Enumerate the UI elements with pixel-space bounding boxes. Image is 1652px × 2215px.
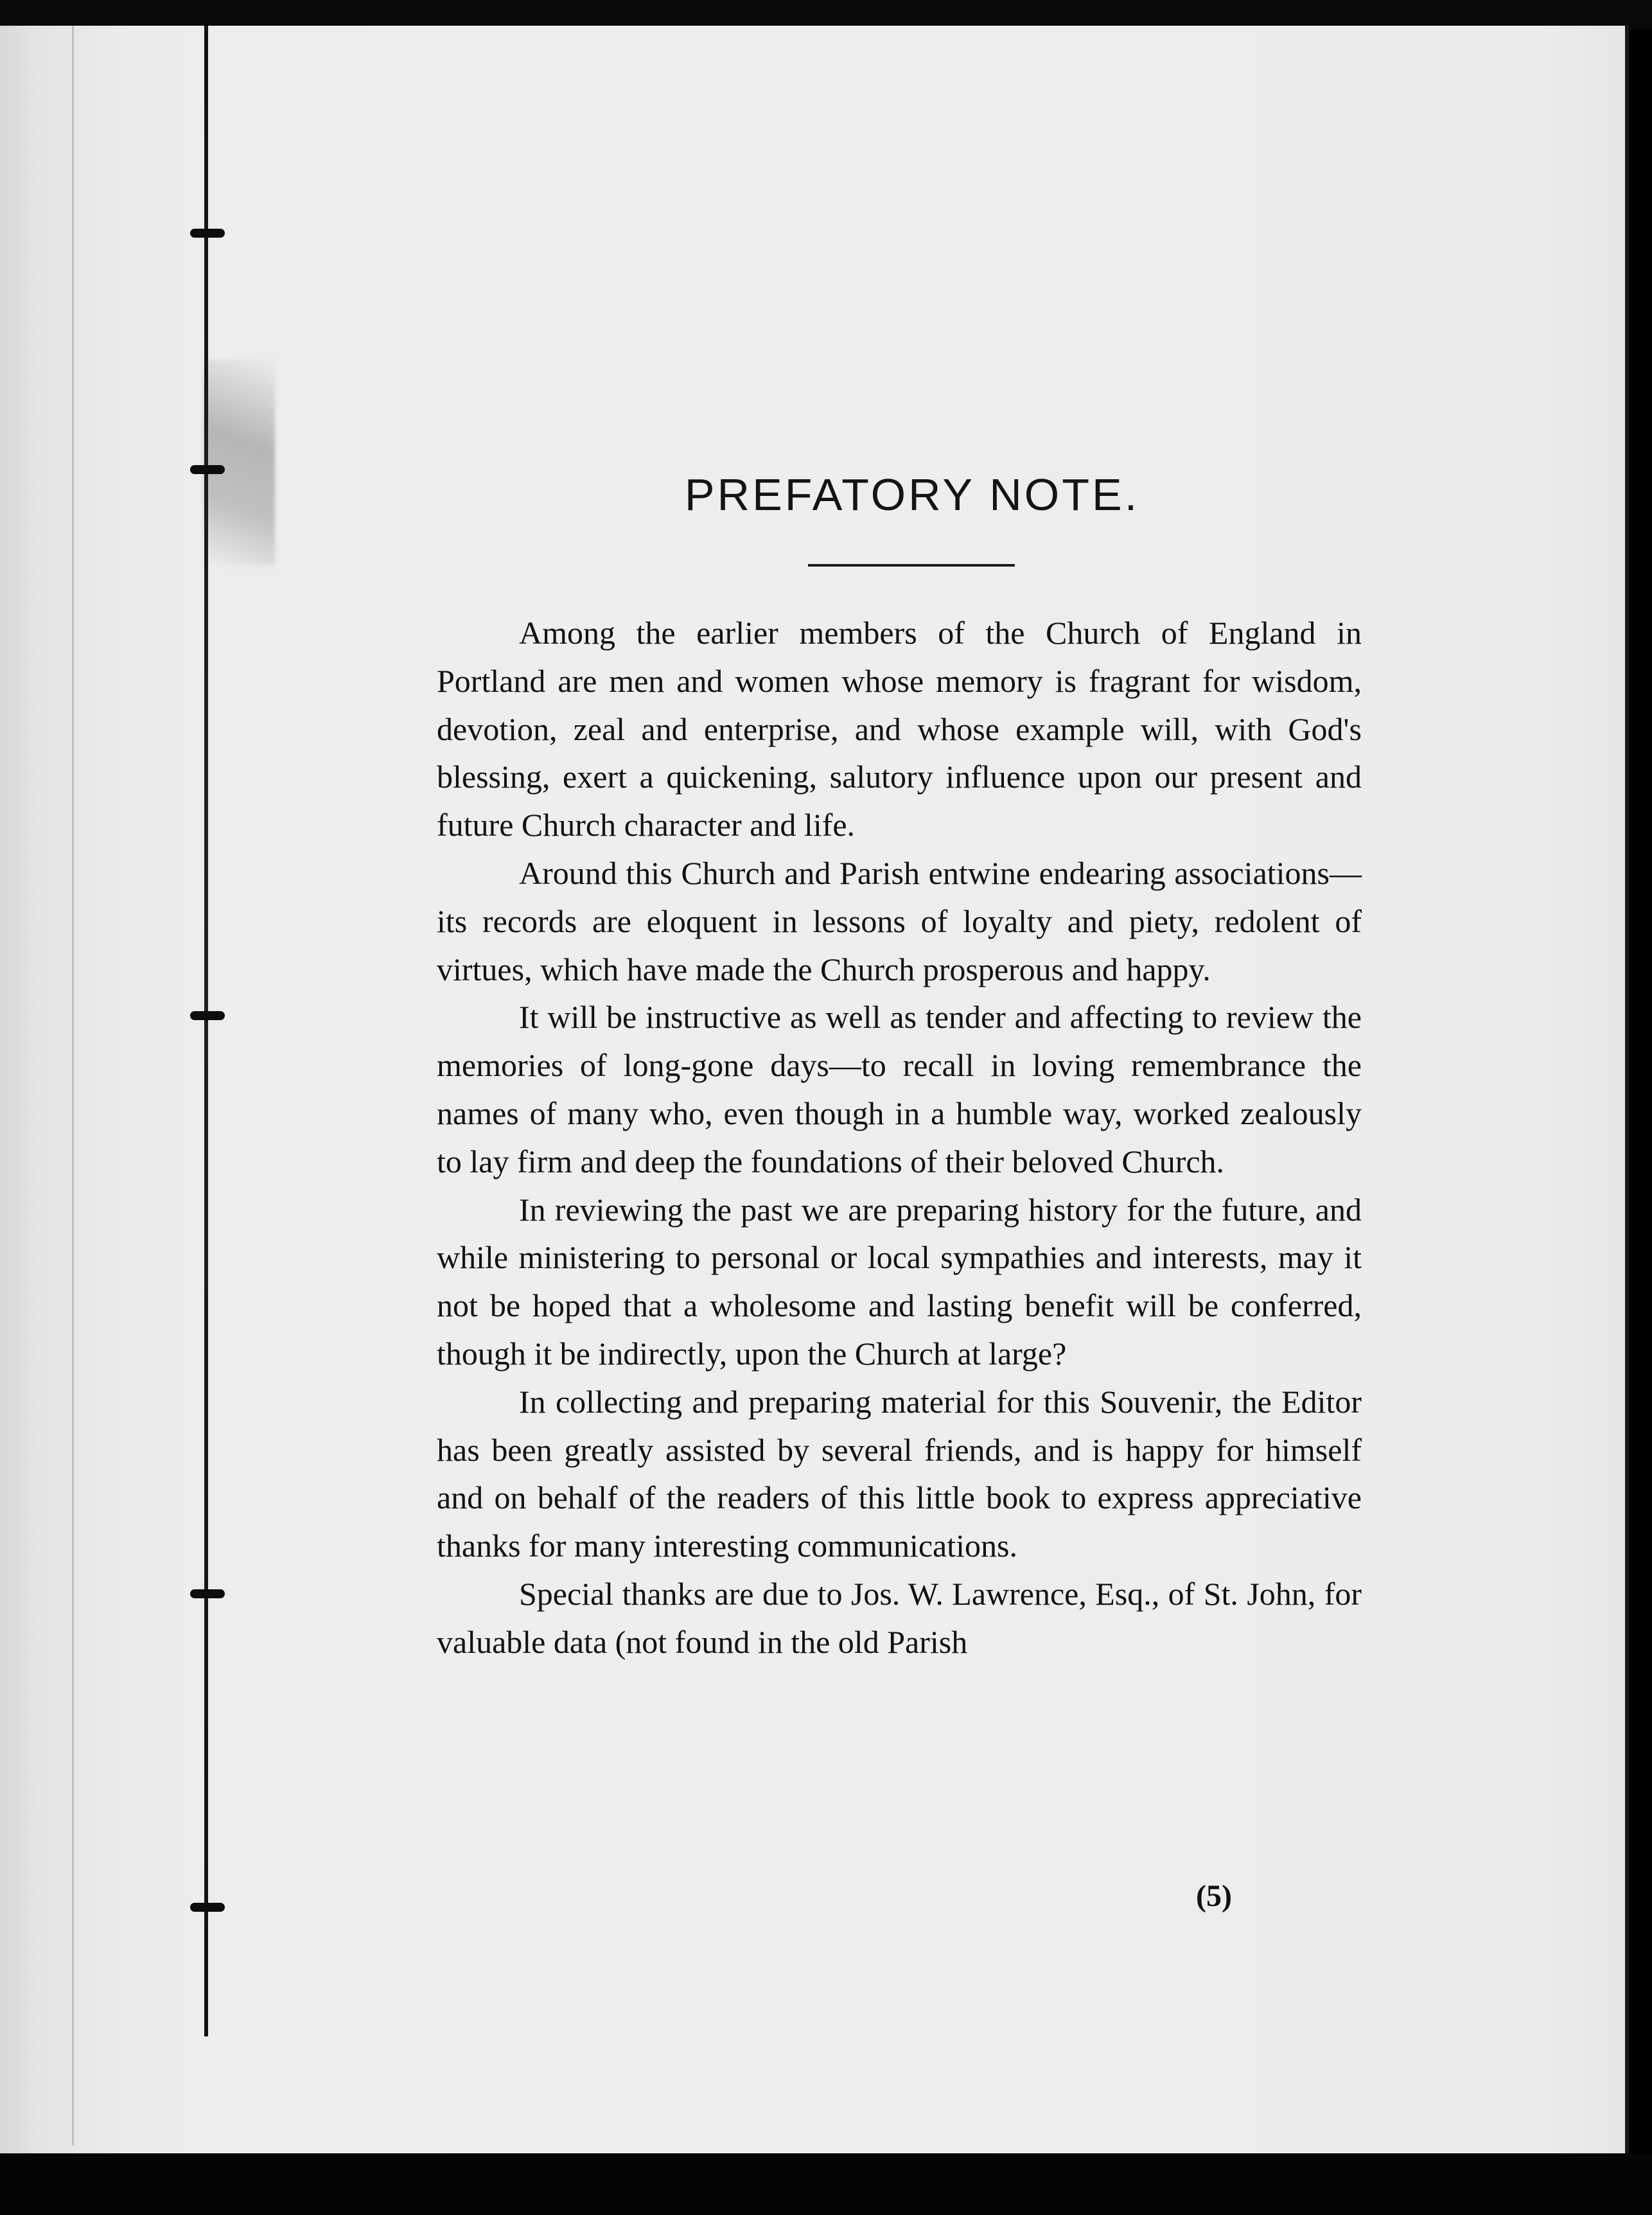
scan-bottom-border <box>0 2153 1652 2215</box>
binding-thread <box>204 360 275 565</box>
binding-stitch <box>190 465 225 474</box>
page-title: PREFATORY NOTE. <box>684 470 1140 520</box>
binding-stitch <box>190 1903 225 1912</box>
paragraph: Among the earlier members of the Church of England in Portland are men and women whose memory is fragrant for wisdom, devotion, zeal and enterprise, and whose example will, with God's blessing, exert a quickening, salutory influence upon our present and future Church character and life. <box>437 615 1362 843</box>
paragraph: Special thanks are due to Jos. W. Lawrence, Esq., of St. John, for valuable data (not found in the old Parish <box>437 1575 1362 1660</box>
binding-stitch-line <box>204 26 208 2036</box>
page-fold-edge <box>72 26 74 2146</box>
title-rule <box>808 564 1015 567</box>
paragraph: Around this Church and Parish entwine endearing associations—its records are eloquent in lessons of loyalty and piety, redolent of virtues, which have made the Church prosperous and happy. <box>437 854 1362 987</box>
binding-stitch <box>190 229 225 238</box>
paragraph: In collecting and preparing material for this Souvenir, the Editor has been greatly assisted by several friends, and is happy for himself and on behalf of the readers of this little book to express appreciative thanks for many interesting communications. <box>437 1383 1362 1564</box>
binding-stitch <box>190 1011 225 1020</box>
paragraph: In reviewing the past we are preparing history for the future, and while ministering to personal or local sympathies and interests, may it not be hoped that a wholesome and lasting benefit will be conferred, though it be indirectly, upon the Church at large? <box>437 1191 1362 1372</box>
binding-stitch <box>190 1589 225 1598</box>
page-number: (5) <box>1196 1879 1232 1913</box>
paragraph: It will be instructive as well as tender and affecting to review the memories of long-gone days—to recall in loving remembrance the names of many who, even though in a humble way, worked zealously to lay firm and deep the foundations of their beloved Church. <box>437 999 1362 1179</box>
body-text <box>437 609 1362 1666</box>
